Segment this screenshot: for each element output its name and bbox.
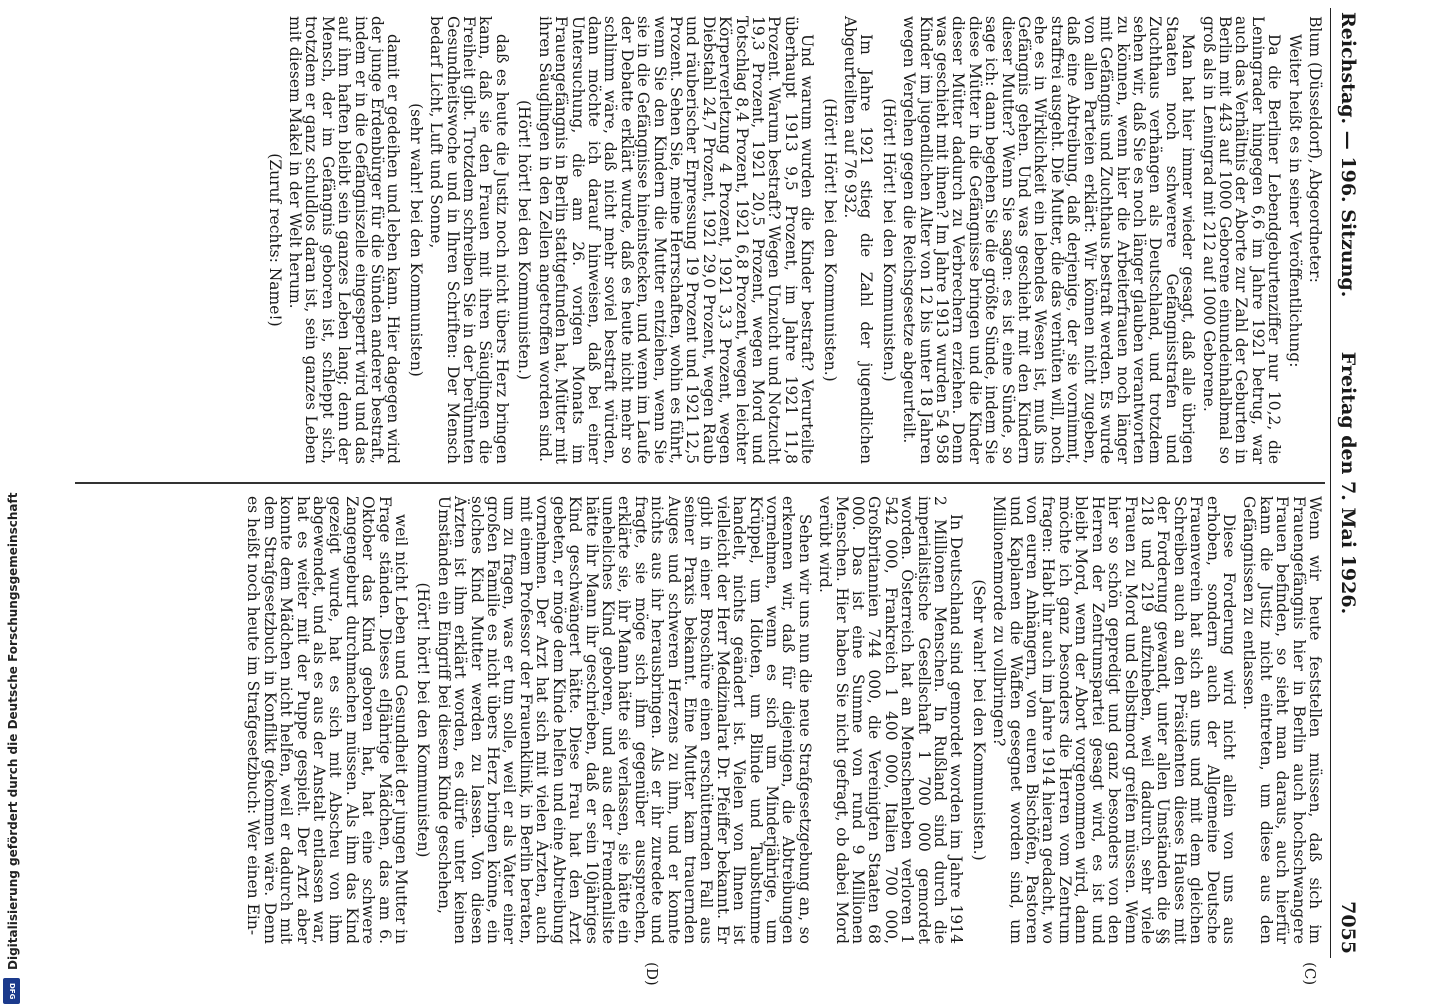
paragraph: daß es heute die Justiz noch nicht übers Herz bringen kann, daß sie den Frauen mit ihren Säuglingen die Freiheit gibt. Trotzdem schreiben Sie in der berühmten Gesundheitswoche und in Ihren Schriften: Der Mensch bedarf Licht, Luft und Sonne, — [427, 16, 511, 464]
interjection: (sehr wahr! bei den Kommunisten) — [406, 103, 425, 377]
interjection: (Hört! hört! bei den Kommunisten) — [414, 582, 433, 858]
interjection: (Zuruf rechts: Name!) — [265, 153, 284, 327]
paragraph: Man hat hier immer wieder gesagt, daß alle übrigen Staaten noch schwerere Gefängnisstrafen und Zuchthaus verhängen als Deutschland, und trotzdem sehen wir, daß Sie es noch länger glauben verantworten zu können, wenn hier die Arbeiterfrauen noch länger mit Gefängnis und Zuchthaus bestraft werden. Es wurde von allen Parteien erklärt: Wir können nicht zugeben, daß eine Abtreibung, daß derjenige, der sie vornimmt, straffrei ausgeht. Die Mutter, die das verhüten will, noch ehe es in Wirklichkeit ein lebendes Wesen ist, muß ins Gefängnis gehen. Und was geschieht mit den Kindern dieser Mutter? Wenn Sie sagen: es ist eine Sünde, so sage ich: dann begehen Sie die größte Sünde, indem Sie diese Mütter in die Gefängnisse bringen und die Kinder dieser Mütter dadurch zu Verbrechern erziehen. Denn was geschieht mit ihnen? Im Jahre 1913 wurden 54 958 Kinder im jugendlichen Alter von 12 bis unter 18 Jahren wegen Vergehen gegen die Reichsgesetze abgeurteilt. — [900, 16, 1198, 464]
footer-credit: Digitalisierung gefördert durch die Deutsche Forschungsgemeinschaft — [6, 492, 20, 970]
page-header — [1330, 8, 1365, 958]
dfg-logo-icon: DFG — [3, 978, 20, 1004]
interjection: (Hört! Hört! bei den Kommunisten.) — [879, 98, 898, 382]
page-number: 7055 — [1337, 901, 1359, 954]
header-left: Reichstag. — 196. Sitzung. — [1337, 12, 1359, 298]
interjection: (Hört! Hört! bei den Kommunisten.) — [820, 98, 839, 382]
paragraph: weil nicht Leben und Gesundheit der jungen Mutter in Frage ständen. Dieses elfjährige Mädchen, das am 6. Oktober das Kind geboren hat, hat eine schwere Zangengeburt durchmachen müssen. Als ihm das Kind gezeigt wurde, hat es sich mit Abscheu von ihm abgewendet, und als es aus der Anstalt entlassen war, hat es weiter mit der Puppe gespielt. Der Arzt aber konnte dem Mädchen nicht helfen, weil er dadurch mit dem Strafgesetzbuch in Konflikt gekommen wäre. Denn es heißt noch heute im Strafgesetzbuch: Wer einen Ein- — [244, 496, 411, 944]
text-column-left — [260, 16, 1323, 464]
paragraph: damit er gedeihen und leben kann. Hier dagegen wird der junge Erdenbürger für die Sünden anderer bestraft, indem er in die Gefängniszelle eingesperrt wird und das auf ihm haften bleibt sein ganzes Leben lang; denn der Mensch, der im Gefängnis geboren ist, schleppt sich, trotzdem er ganz schuldlos daran ist, sein ganzes Leben mit diesem Makel in der Welt herum. — [286, 16, 403, 464]
paragraph: In Deutschland sind gemordet worden im Jahre 1914 2 Millionen Menschen. In Rußland sind durch die imperialistische Gesellschaft 1 700 000 gemordet worden. Österreich hat an Menschenleben verloren 1 542 000, Frankreich 1 400 000, Italien 700 000, Großbritannien 744 000, die Vereinigten Staaten 68 000. Das ist eine Summe von rund 9 Millionen Menschen. Hier haben Sie nicht gefragt, ob dabei Mord verübt wird. — [816, 496, 966, 944]
document-page — [35, 8, 1365, 986]
paragraph: Wenn wir heute feststellen müssen, daß sich im Frauengefängnis hier in Berlin auch hochschwangere Frauen befinden, so sieht man daraus, auch hierfür kann die Justiz nicht eintreten, um diese aus den Gefängnissen zu entlassen. — [1240, 496, 1324, 944]
paragraph: Diese Forderung wird nicht allein von uns aus erhoben, sondern auch der Allgemeine Deutsche Frauenverein hat sich an uns und mit dem gleichen Schreiben auch an den Präsidenten dieses Hauses mit der Forderung gewandt, unter allen Umständen die §§ 218 und 219 aufzuheben, weil dadurch sehr viele Frauen zu Mord und Selbstmord greifen müssen. Wenn hier so schön gepredigt und ganz besonders von den Herren der Zentrumspartei gesagt wird, es ist und bleibt Mord, wenn der Abort vorgenommen wird, dann möchte ich ganz besonders die Herren vom Zentrum fragen: Habt ihr auch im Jahre 1914 hieran gedacht, wo von euren Anhängern, von euren Bischöfen, Pastoren und Kaplanen die Waffen gesegnet worden sind, um Millionenmorde zu vollbringen? — [990, 496, 1238, 944]
paragraph: Im Jahre 1921 stieg die Zahl der jugendlichen Abgeurteilten auf 76 932. — [841, 16, 876, 464]
paragraph: Blum (Düsseldorf), Abgeordneter: — [1306, 16, 1324, 283]
paragraph: Da die Berliner Lebendgeburtenziffer nur 10,2, die Leningrader hingegen 6,6 im Jahre 1921 betrug, war auch das Verhältnis der Aborte zur Zahl der Geburten in Berlin mit 443 auf 1000 Geborene einundeinhalbmal so groß als in Leningrad mit 212 auf 1000 Geborene. — [1199, 16, 1284, 464]
paragraph: Und warum wurden die Kinder bestraft? Verurteilte überhaupt 1913 9,5 Prozent, im Jahre 1921 11,8 Prozent. Warum bestraft? Wegen Unzucht und Notzucht 19,3 Prozent, 1921 20,5 Prozent, wegen Mord und Totschlag 8,4 Prozent, 1921 6,8 Prozent, wegen leichter Körperverletzung 4 Prozent, 1921 3,3 Prozent, wegen Diebstahl 24,7 Prozent, 1921 29,0 Prozent, wegen Raub und räuberischer Erpressung 19 Prozent und 1921 12,5 Prozent. Sehen Sie, meine Herrschaften, wohin es führt, wenn Sie den Kindern die Mutter entziehen, wenn Sie sie in die Gefängnisse hineinstecken, und wenn im Laufe der Debatte erklärt wurde, daß es heute nicht mehr so schlimm wäre, daß nicht mehr soviel bestraft würden, dann möchte ich darauf hinweisen, daß bei einer Untersuchung, die am 26. vorigen Monats im Frauengefängnis in Berlin stattgefunden hat, Mütter mit ihren Säuglingen in den Zellen angetroffen worden sind. — [535, 16, 817, 464]
margin-mark-a — [1301, 0, 1319, 1]
text-column-right — [241, 496, 1323, 944]
margin-mark-c: (C) — [1301, 962, 1319, 986]
column-divider — [75, 482, 1325, 484]
paragraph: Weiter heißt es in seiner Veröffentlichung: — [1285, 34, 1304, 368]
interjection: (Hört! hört! bei den Kommunisten.) — [515, 100, 534, 380]
interjection: (Sehr wahr! bei den Kommunisten.) — [969, 579, 988, 861]
margin-mark-b — [643, 0, 661, 1]
margin-mark-d: (D) — [643, 962, 661, 986]
digitization-footer — [0, 10, 22, 1000]
header-date: Freitag den 7. Mai 1926. — [1337, 351, 1359, 615]
paragraph: Sehen wir uns nun die neue Strafgesetzgebung an, so erkennen wir, daß für diejenigen, die Abtreibungen vornehmen, wenn es sich um Minderjährige, um Krüppel, um Idioten, um Blinde und Taubstumme handelt, nichts geändert ist. Vielen von Ihnen ist vielleicht der Herr Medizinalrat Dr. Pfeiffer bekannt. Er gibt in einer Broschüre einen erschütternden Fall aus seiner Praxis bekannt. Eine Mutter kam trauernden Auges und schweren Herzens zu ihm, und er konnte nichts aus ihr herausbringen. Als er ihr zuredete und fragte, sie möge sich ihm gegenüber aussprechen, erklärte sie, ihr Mann hätte sie verlassen, sie hätte ein uneheliches Kind geboren, und aus der Fremdenliste hätte ihr Mann ihr geschrieben, daß er sein 10jähriges Kind geschwängert hätte. Diese Frau hat den Arzt gebeten, er möge dem Kinde helfen und eine Abtreibung vornehmen. Der Arzt hat sich mit vielen Ärzten, auch mit einem Professor der Frauenklinik, in Berlin beraten, um zu fragen, was er tun solle, weil er als Vater einer großen Familie es nicht übers Herz bringen könne, ein solches Kind Mutter werden zu lassen. Von diesen Ärzten ist ihm erklärt worden, es dürfe unter keinen Umständen ein Eingriff bei diesem Kinde geschehen, — [434, 496, 814, 944]
